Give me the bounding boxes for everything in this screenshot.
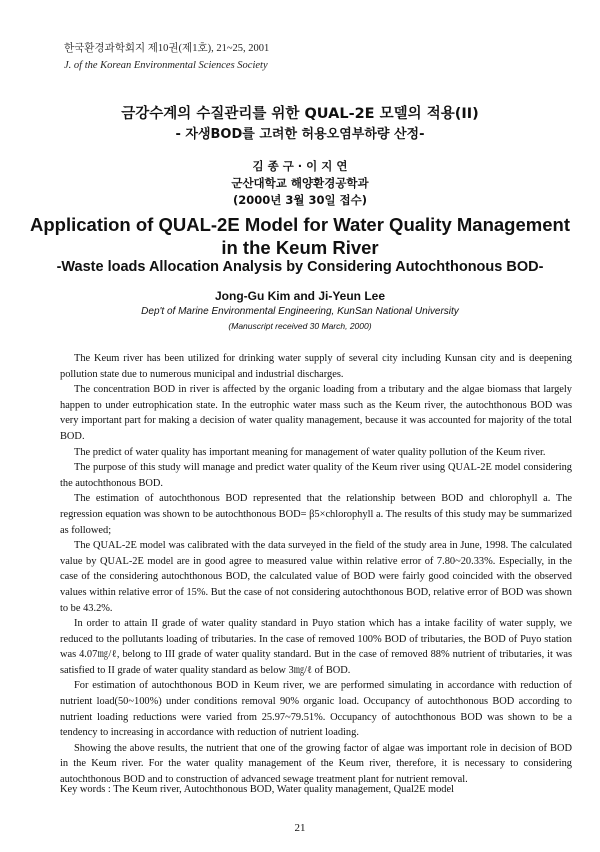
abstract-paragraph: The Keum river has been utilized for drinking water supply of several city including Kunsan city and is deepening pollution state due to numerous municipal and industrial discharges. [60,353,572,380]
page-number: 21 [294,822,306,834]
korean-subtitle: - 자생BOD를 고려한 허용오염부하량 산정- [175,127,425,142]
abstract [60,351,572,788]
abstract-paragraph: The concentration BOD in river is affected by the organic loading from a tributary and the algae biomass that largely happen to under eutrophication state. In the eutrophic water mass such as the Keum river, the autochthonous BOD was very important part for making a decision of water quality management, because it was accounted for majority of the total BOD. [60,384,572,442]
abstract-paragraph: The predict of water quality has important meaning for management of water quality pollution of the Keum river. [74,446,546,458]
journal-citation-ko: 한국환경과학회지 제10권(제1호), 21~25, 2001 [64,43,270,54]
korean-received: (2000년 3월 30일 접수) [232,193,368,207]
korean-author-block [0,158,600,209]
abstract-paragraph: In order to attain II grade of water quality standard in Puyo station which has a intake facility of water supply, we reduced to the pollutants loading of tributaries. In the case of removed 100% BOD of tributaries, the BOD of Puyo station was 4.07㎎/ℓ, belong to III grade of water quality standard. But in the case of removed 88% nutrient of tributaries, it was satisfied to II grade of water quality standard as below 3㎎/ℓ of BOD. [60,618,572,676]
abstract-paragraph: The QUAL-2E model was calibrated with the data surveyed in the field of the study area in June, 1998. The calculated value by QUAL-2E model are in good agree to measured value within relative error of 7.80~20.33%. Especially, in the case of the considering autochthonous BOD, the calculated value of BOD were fairly good coincided with the observed values within relative error of 15%. But the case of not considering autochthonous BOD, relative error of BOD was shown to be 43.2%. [60,540,572,614]
english-title [0,213,600,259]
english-authors: Jong-Gu Kim and Ji-Yeun Lee [214,289,386,303]
abstract-paragraph: Showing the above results, the nutrient that one of the growing factor of algae was important role in decision of BOD in the Keum river. For the water quality management of the Keum river, therefore, it is necessary to considering autochthonous BOD and to construction of advanced sewage treatment plant for nutrient removal. [60,742,572,786]
korean-title: 금강수계의 수질관리를 위한 QUAL-2E 모델의 적용(II) [121,106,479,122]
abstract-paragraph: The purpose of this study will manage and predict water quality of the Keum river using QUAL-2E model considering the autochthonous BOD. [60,462,572,489]
abstract-paragraph: For estimation of autochthonous BOD in Keum river, we are performed simulating in accordance with reduction of nutrient load(50~100%) under conditions removal 90% organic load. Occupancy of autochthonous BOD according to nutrient loading reductions were varied from 25.97~79.51%. Occupancy of autochthonous BOD was shown to be a tendency to increasing in accordance with reduction of nutrient loading. [60,680,572,739]
english-affiliation: Dep't of Marine Environmental Engineering, KunSan National University [141,306,459,317]
korean-affiliation: 군산대학교 해양환경공학과 [231,176,369,190]
english-subtitle: -Waste loads Allocation Analysis by Considering Autochthonous BOD- [56,259,544,275]
keywords: Key words : The Keum river, Autochthonous BOD, Water quality management, Qual2E model [60,784,454,795]
korean-authors: 김 종 구 · 이 지 연 [252,159,348,173]
english-title-line2: in the Keum River [221,237,379,258]
abstract-paragraph: The estimation of autochthonous BOD represented that the relationship between BOD and chlorophyll a. The regression equation was shown to be autochthonous BOD= β5×chlorophyll a. The results of this study may be summarized as followed; [60,493,572,536]
english-title-line1: Application of QUAL-2E Model for Water Quality Management [30,214,570,235]
journal-citation-en: J. of the Korean Environmental Sciences Society [64,60,268,71]
english-received: (Manuscript received 30 March, 2000) [228,321,372,331]
journal-header [64,40,269,74]
